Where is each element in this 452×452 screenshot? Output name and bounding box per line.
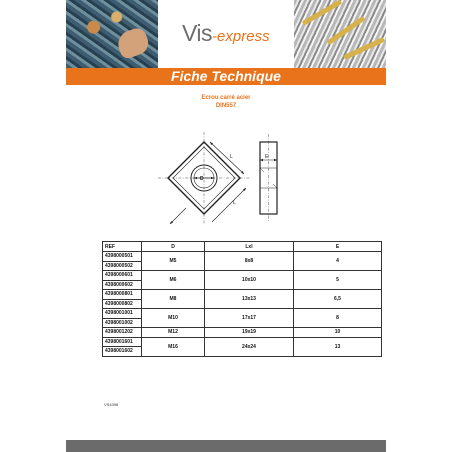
header: [66, 0, 386, 68]
screw-image: [343, 37, 385, 60]
d-cell: M5: [142, 252, 205, 271]
lxl-cell: 24x24: [205, 337, 294, 356]
document-code: VS4398: [104, 402, 119, 407]
header-photo-screws: [294, 0, 386, 68]
spec-table: [102, 241, 382, 357]
lxl-cell: 8x8: [205, 252, 294, 271]
ref-cell: 4398000601: [103, 271, 142, 281]
table-row: [103, 337, 382, 347]
technical-drawing: [156, 128, 296, 228]
e-cell: 6,5: [294, 290, 382, 309]
lxl-cell: 19x19: [205, 328, 294, 338]
d-cell: M8: [142, 290, 205, 309]
product-heading: [66, 94, 386, 110]
ref-cell: 4398001002: [103, 318, 142, 328]
product-standard: DIN557: [215, 103, 237, 109]
header-lxl: Lxl: [205, 242, 294, 252]
e-cell: 5: [294, 271, 382, 290]
ref-cell: 4398000502: [103, 261, 142, 271]
hand-image: [114, 26, 151, 61]
lxl-cell: 13x13: [205, 290, 294, 309]
table-row: [103, 290, 382, 300]
footer-bar: [66, 440, 386, 452]
ref-cell: 4398000501: [103, 252, 142, 262]
technical-sheet: [66, 0, 386, 452]
ref-cell: 4398000602: [103, 280, 142, 290]
lxl-cell: 10x10: [205, 271, 294, 290]
label-l: L: [230, 154, 233, 160]
label-e: E: [265, 154, 269, 160]
table-header-row: [103, 242, 382, 252]
e-cell: 13: [294, 337, 382, 356]
e-cell: 8: [294, 309, 382, 328]
nut-side-view: [260, 134, 277, 222]
d-cell: M16: [142, 337, 205, 356]
header-e: E: [294, 242, 382, 252]
e-cell: 4: [294, 252, 382, 271]
screw-image: [302, 0, 343, 26]
ref-cell: 4398000802: [103, 299, 142, 309]
ref-cell: 4398001202: [103, 328, 142, 338]
brand-logo: [182, 20, 270, 47]
brand-suffix: -express: [212, 28, 270, 45]
lxl-cell: 17x17: [205, 309, 294, 328]
d-cell: M6: [142, 271, 205, 290]
d-cell: M12: [142, 328, 205, 338]
brand-name: Vis: [182, 20, 213, 46]
header-d: D: [142, 242, 205, 252]
screw-image: [327, 16, 366, 45]
header-photo-tools: [66, 0, 158, 68]
header-ref: REF: [103, 242, 142, 252]
table-row: [103, 252, 382, 262]
table-row: [103, 328, 382, 338]
nut-front-view: [158, 132, 250, 224]
label-d: D: [200, 176, 204, 182]
ref-cell: 4398001001: [103, 309, 142, 319]
table-row: [103, 309, 382, 319]
d-cell: M10: [142, 309, 205, 328]
table-row: [103, 271, 382, 281]
label-l-bottom: L: [233, 200, 236, 206]
ref-cell: 4398001602: [103, 347, 142, 357]
product-title: Ecrou carré acier: [201, 95, 251, 101]
banner-title: Fiche Technique: [66, 68, 386, 85]
ref-cell: 4398001601: [103, 337, 142, 347]
ref-cell: 4398000801: [103, 290, 142, 300]
e-cell: 10: [294, 328, 382, 338]
